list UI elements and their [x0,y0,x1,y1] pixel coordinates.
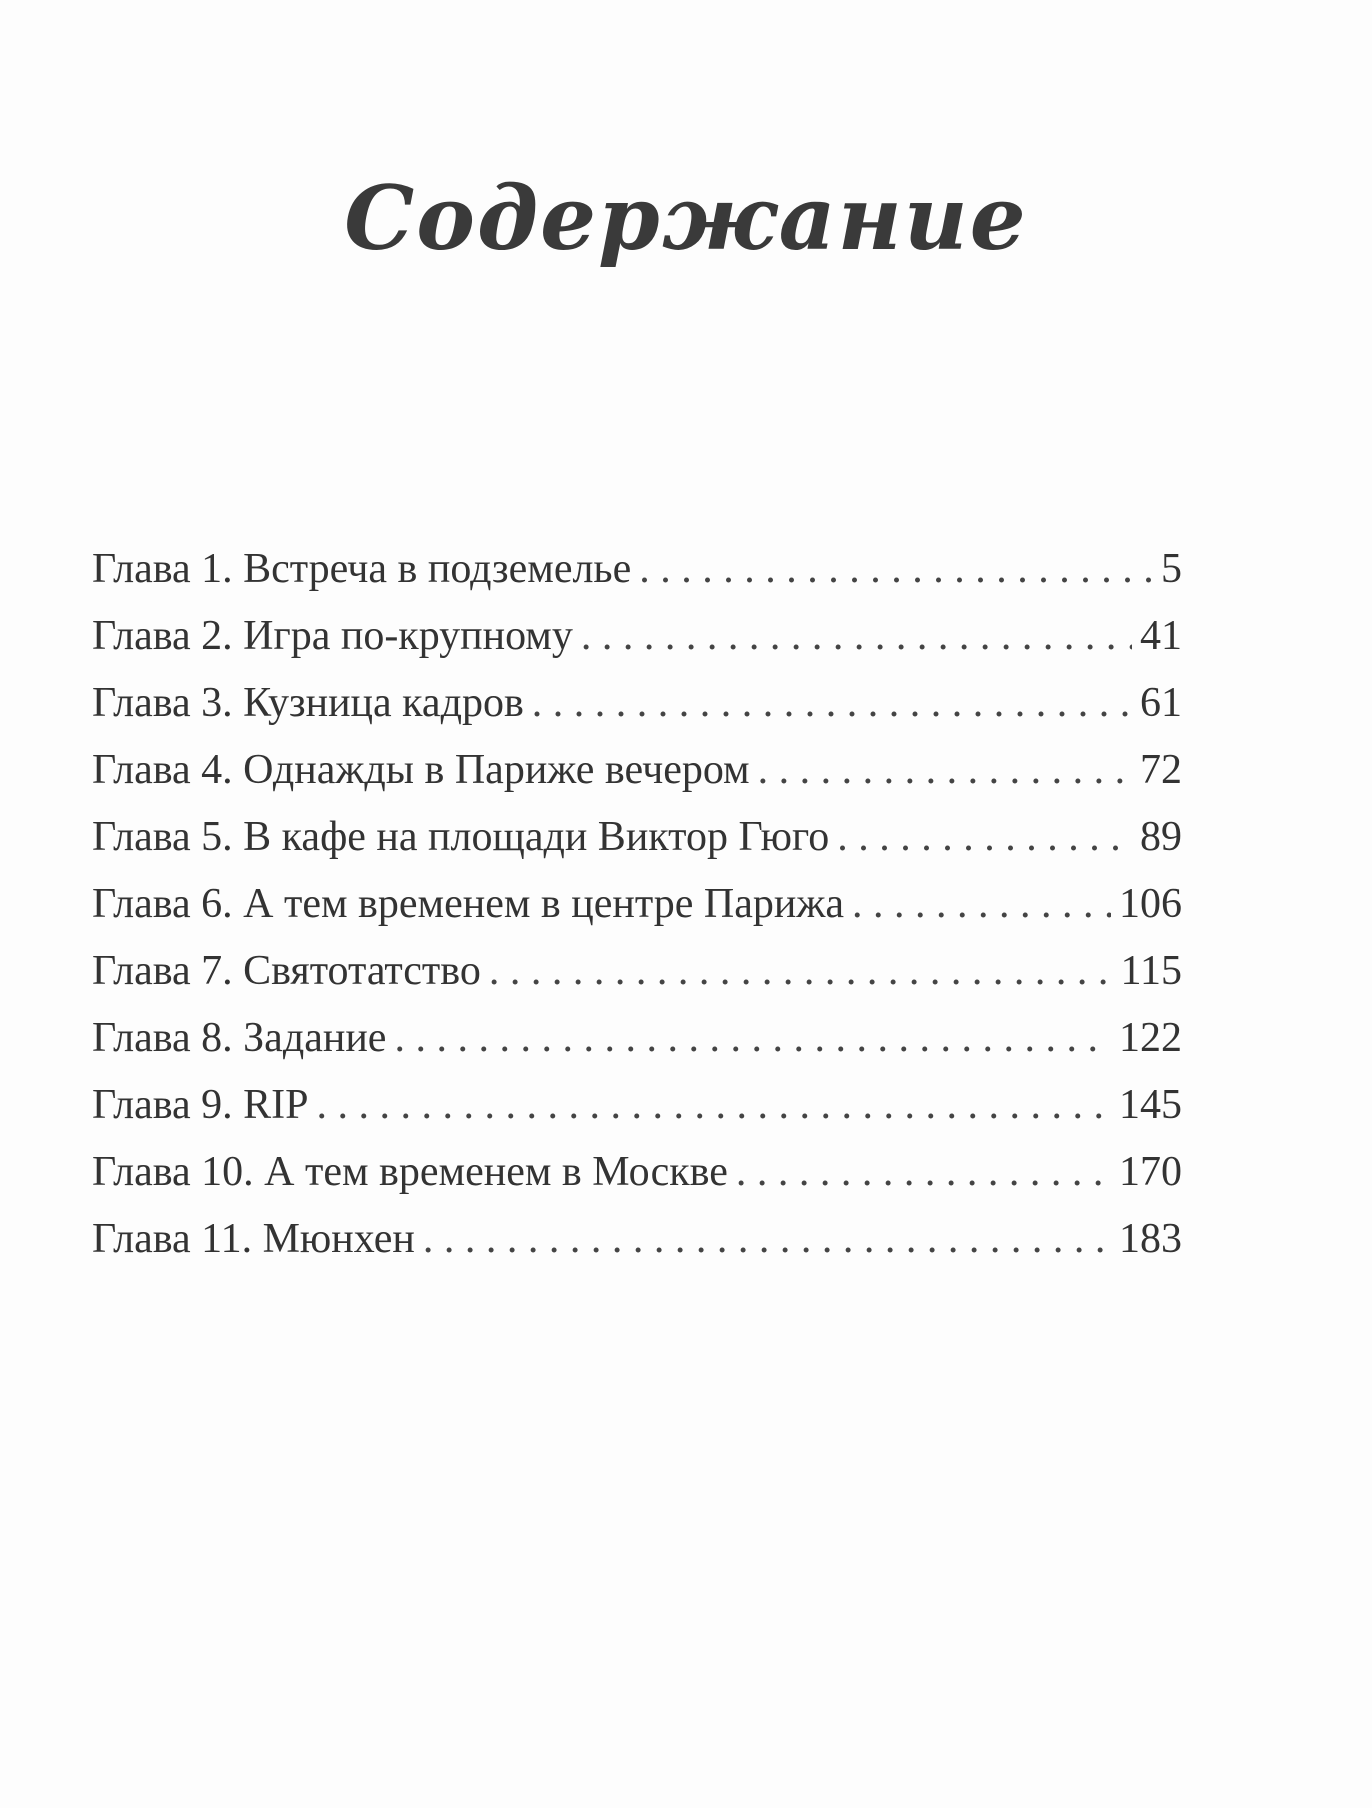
toc-dot-leader [837,804,1132,871]
toc-entry [92,1005,1182,1072]
toc-dot-leader [758,737,1132,804]
toc-dot-leader [532,670,1132,737]
toc-dot-leader [317,1072,1111,1139]
toc-entry-label: Глава 6. А тем временем в центре Парижа [92,881,844,927]
table-of-contents [92,536,1182,1273]
page-title: Содержание [344,166,1028,270]
toc-entry [92,1072,1182,1139]
toc-entry-page: 5 [1161,546,1182,592]
toc-entry-label: Глава 7. Святотатство [92,948,481,994]
toc-entry-page: 41 [1140,613,1182,659]
toc-entry-page: 115 [1120,948,1182,994]
toc-dot-leader [736,1139,1111,1206]
toc-entry-page: 61 [1140,680,1182,726]
toc-entry-page: 145 [1119,1082,1182,1128]
toc-entry [92,1206,1182,1273]
toc-entry-label: Глава 1. Встреча в подземелье [92,546,632,592]
toc-entry-label: Глава 10. А тем временем в Москве [92,1149,728,1195]
toc-entry-label: Глава 2. Игра по-крупному [92,613,573,659]
toc-entry [92,670,1182,737]
toc-entry-label: Глава 4. Однажды в Париже вечером [92,747,750,793]
toc-dot-leader [423,1206,1111,1273]
toc-entry-page: 106 [1119,881,1182,927]
toc-entry-page: 170 [1119,1149,1182,1195]
toc-dot-leader [852,871,1111,938]
toc-entry-label: Глава 5. В кафе на площади Виктор Гюго [92,814,830,860]
toc-dot-leader [489,938,1113,1005]
toc-entry [92,737,1182,804]
toc-entry [92,804,1182,871]
toc-entry-label: Глава 9. RIP [92,1082,309,1128]
toc-dot-leader [581,603,1132,670]
toc-entry [92,938,1182,1005]
toc-entry-label: Глава 11. Мюнхен [92,1216,415,1262]
toc-dot-leader [394,1005,1111,1072]
toc-entry [92,536,1182,603]
toc-entry [92,871,1182,938]
toc-entry [92,1139,1182,1206]
toc-entry-page: 183 [1119,1216,1182,1262]
toc-entry-page: 89 [1140,814,1182,860]
toc-entry-page: 72 [1140,747,1182,793]
toc-entry-page: 122 [1119,1015,1182,1061]
toc-entry-label: Глава 8. Задание [92,1015,387,1061]
toc-dot-leader [639,536,1153,603]
toc-entry [92,603,1182,670]
toc-entry-label: Глава 3. Кузница кадров [92,680,524,726]
